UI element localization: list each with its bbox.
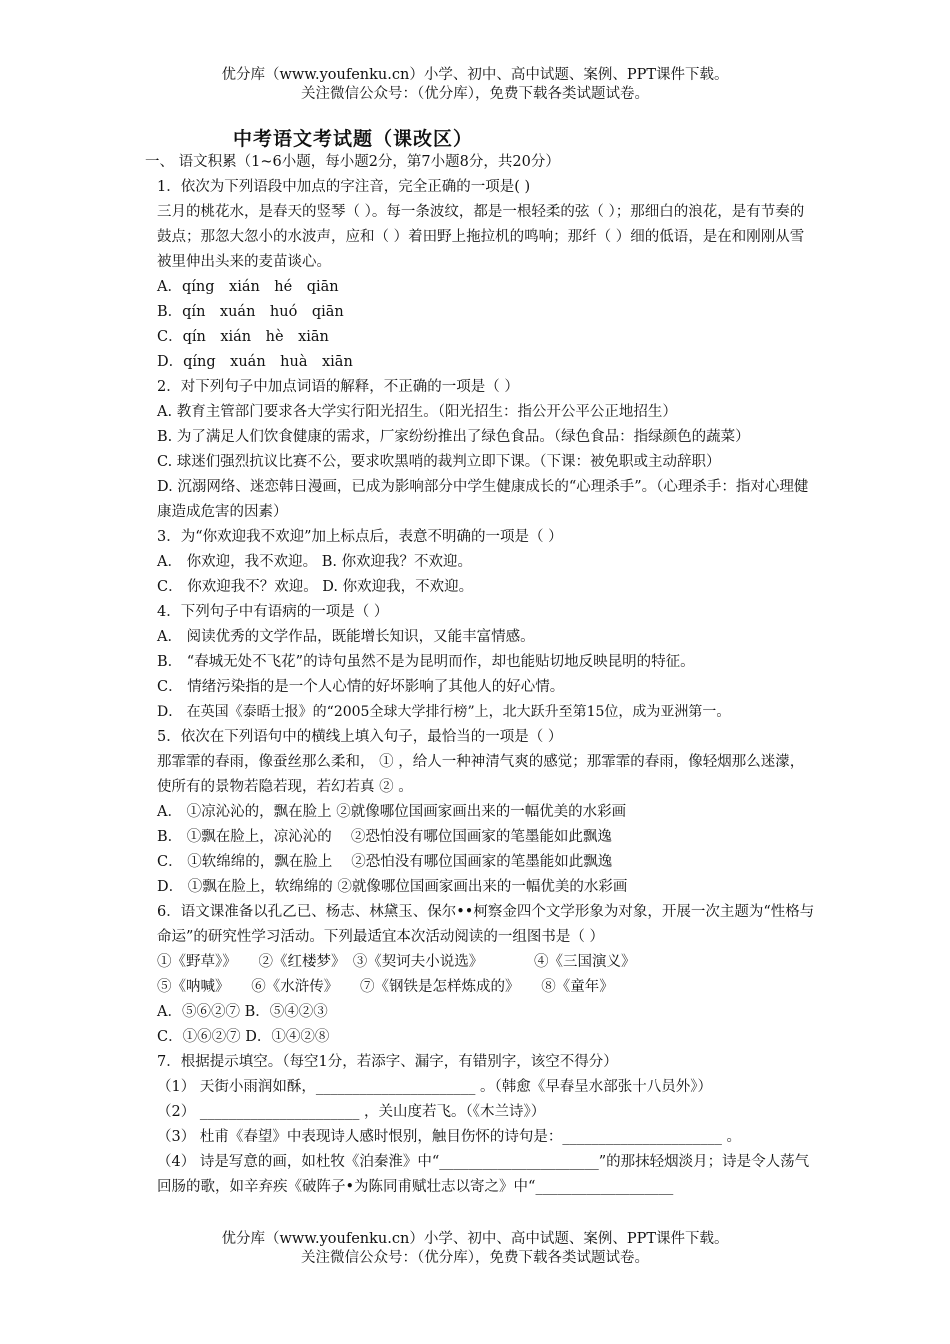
question-4-option: B． “春城无处不飞花”的诗句虽然不是为昆明而作，却也能贴切地反映昆明的特征。 (157, 654, 695, 670)
question-1-passage: 三月的桃花水，是春天的竖琴（ ）。每一条波纹，都是一根轻柔的弦（ ）；那细白的浪花，是有节奏的鼓点；那忽大忽小的水波声，应和（ ）着田野上拖拉机的鸣响；那纤（ ）细的低语，是在和刚刚从雪被里伸出头来的麦苗谈心。 (157, 204, 805, 270)
question-2-option: B. 为了满足人们饮食健康的需求，厂家纷纷推出了绿色食品。（绿色食品：指绿颜色的蔬菜） (157, 429, 750, 445)
header-source-line: 优分库（www.youfenku.cn）小学、初中、高中试题、案例、PPT课件下载。 (221, 67, 729, 83)
question-5-option: B． ①飘在脸上，凉沁沁的 ②恐怕没有哪位国画家的笔墨能如此飘逸 (157, 829, 612, 845)
question-3-options: A． 你欢迎，我不欢迎。 B. 你欢迎我？不欢迎。 (157, 554, 473, 570)
question-2-option: C. 球迷们强烈抗议比赛不公，要求吹黑哨的裁判立即下课。（下课：被免职或主动辞职） (157, 454, 721, 470)
question-2-option: D. 沉溺网络、迷恋韩日漫画，已成为影响部分中学生健康成长的“心理杀手”。（心理杀手：指对心理健康造成危害的因素） (157, 479, 809, 520)
question-7-item: （1） 天街小雨润如酥，______________________ 。（韩愈《早春呈水部张十八员外》） (157, 1079, 712, 1095)
question-7-item: （4） 诗是写意的画，如杜牧《泊秦淮》中“______________________”的那抹轻烟淡月；诗是令人荡气回肠的歌，如辛弃疾《破阵子•为陈同甫赋壮志以寄之》中“___________________ (157, 1154, 810, 1195)
question-2-option: A. 教育主管部门要求各大学实行阳光招生。（阳光招生：指公开公平公正地招生） (157, 404, 677, 420)
question-6-stem: 6．语文课准备以孔乙已、杨志、林黛玉、保尔••柯察金四个文学形象为对象，开展一次主题为“性格与命运”的研究性学习活动。下列最适宜本次活动阅读的一组图书是（ ） (157, 904, 815, 945)
question-4-stem: 4．下列句子中有语病的一项是（ ） (157, 604, 389, 620)
question-1-option: A．qíng xián hé qiān (157, 279, 339, 295)
question-4-option: C． 情绪污染指的是一个人心情的好坏影响了其他人的好心情。 (157, 679, 565, 695)
question-5-stem: 5．依次在下列语句中的横线上填入句子，最恰当的一项是（ ） (157, 729, 563, 745)
page-title: 中考语文考试题（课改区） (233, 128, 474, 150)
footer-wechat-line: 关注微信公众号：（优分库），免费下载各类试题试卷。 (301, 1250, 649, 1266)
exam-body (145, 150, 815, 1200)
question-2-stem: 2．对下列句子中加点词语的解释，不正确的一项是（ ） (157, 379, 519, 395)
question-5-option: A． ①凉沁沁的，飘在脸上 ②就像哪位国画家画出来的一幅优美的水彩画 (157, 804, 627, 820)
question-1-stem: 1．依次为下列语段中加点的字注音，完全正确的一项是( ) (157, 179, 531, 195)
question-5-passage: 那霏霏的春雨，像蚕丝那么柔和， ① ，给人一种神清气爽的感觉；那霏霏的春雨，像轻烟那么迷濛，使所有的景物若隐若现，若幻若真 ② 。 (157, 754, 805, 795)
footer-source-line: 优分库（www.youfenku.cn）小学、初中、高中试题、案例、PPT课件下载。 (221, 1231, 729, 1247)
question-3-stem: 3．为“你欢迎我不欢迎”加上标点后，表意不明确的一项是（ ） (157, 529, 563, 545)
question-6-options: A．⑤⑥②⑦ B．⑤④②③ (157, 1004, 328, 1020)
question-4-option: A． 阅读优秀的文学作品，既能增长知识，又能丰富情感。 (157, 629, 535, 645)
question-7-item: （2） ______________________ ，关山度若飞。（《木兰诗》） (157, 1104, 546, 1120)
question-4-option: D． 在英国《泰晤士报》的“2005全球大学排行榜”上，北大跃升至第15位，成为亚洲第一。 (157, 704, 731, 720)
question-6-books: ⑤《呐喊》 ⑥《水浒传》 ⑦《钢铁是怎样炼成的》 ⑧《童年》 (157, 979, 614, 995)
question-1-option: B．qín xuán huó qiān (157, 304, 344, 320)
question-6-books: ①《野草》》 ②《红楼梦》 ③《契诃夫小说选》 ④《三国演义》 (157, 954, 636, 970)
question-5-option: C． ①软绵绵的，飘在脸上 ②恐怕没有哪位国画家的笔墨能如此飘逸 (157, 854, 613, 870)
question-1-option: D．qíng xuán huà xiān (157, 354, 353, 370)
question-1-option: C．qín xián hè xiān (157, 329, 329, 345)
question-5-option: D． ①飘在脸上，软绵绵的 ②就像哪位国画家画出来的一幅优美的水彩画 (157, 879, 628, 895)
question-7-item: （3） 杜甫《春望》中表现诗人感时恨别，触目伤怀的诗句是：______________________ 。 (157, 1129, 741, 1145)
question-7-stem: 7．根据提示填空。（每空1分，若添字、漏字，有错别字，该空不得分） (157, 1054, 618, 1070)
question-3-options: C． 你欢迎我不？欢迎。 D. 你欢迎我，不欢迎。 (157, 579, 474, 595)
section-heading: 一、 语文积累（1~6小题，每小题2分，第7小题8分，共20分） (145, 154, 560, 170)
header-wechat-line: 关注微信公众号：（优分库），免费下载各类试题试卷。 (301, 86, 649, 102)
question-6-options: C．①⑥②⑦ D．①④②⑧ (157, 1029, 330, 1045)
